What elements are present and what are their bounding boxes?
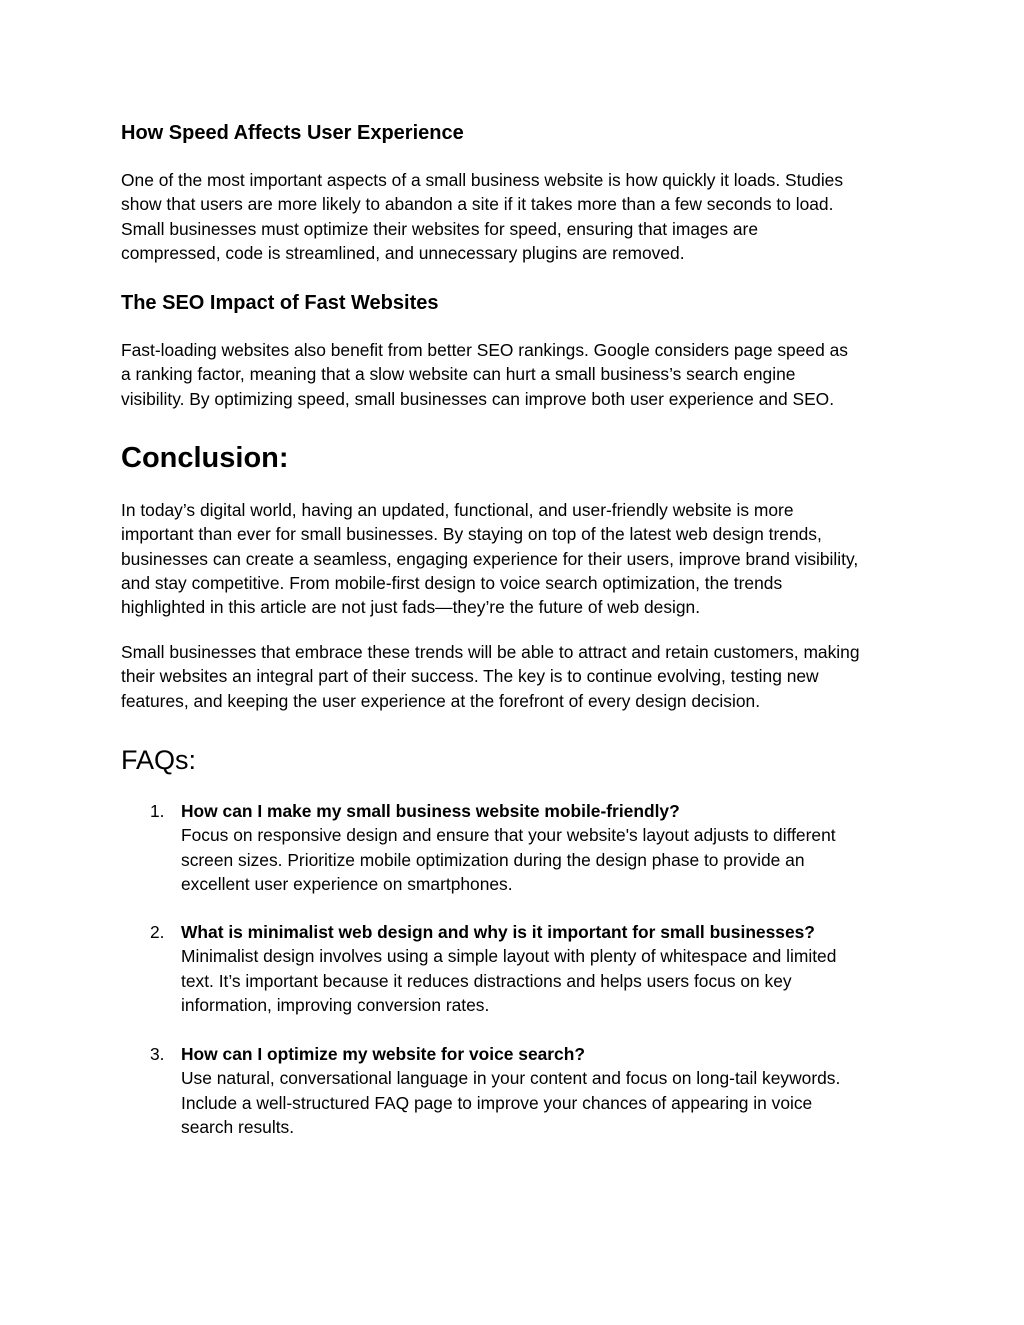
text-line: and stay competitive. From mobile-first design to voice search optimization, the trends	[121, 572, 783, 593]
text-line: a ranking factor, meaning that a slow website can hurt a small business’s search engine	[121, 364, 796, 385]
text-line: businesses can create a seamless, engaging experience for their users, improve brand visibility,	[121, 548, 859, 569]
text-line: their websites an integral part of their success. The key is to continue evolving, testing new	[121, 666, 819, 687]
faq-number: 2.	[150, 922, 165, 942]
paragraph-seo-impact	[121, 338, 906, 411]
heading-conclusion: Conclusion:	[121, 442, 289, 474]
paragraph-conclusion-2	[121, 640, 906, 713]
paragraph-speed-ux	[121, 168, 906, 265]
faq-body	[181, 799, 906, 896]
faq-number: 3.	[150, 1044, 165, 1064]
faq-answer-line: information, improving conversion rates.	[181, 994, 490, 1015]
text-line: compressed, code is streamlined, and unnecessary plugins are removed.	[121, 242, 685, 263]
faq-answer-line: Focus on responsive design and ensure that your website's layout adjusts to different	[181, 825, 836, 846]
faq-question: How can I make my small business website mobile-friendly?	[181, 801, 680, 821]
faq-answer-line: Use natural, conversational language in your content and focus on long-tail keywords.	[181, 1068, 841, 1089]
text-line: visibility. By optimizing speed, small businesses can improve both user experience and SEO.	[121, 388, 835, 409]
text-line: Fast-loading websites also benefit from better SEO rankings. Google considers page speed as	[121, 340, 848, 360]
faq-answer-line: Minimalist design involves using a simple layout with plenty of whitespace and limited	[181, 946, 837, 967]
text-line: important than ever for small businesses. By staying on top of the latest web design trends,	[121, 524, 822, 545]
faq-question: What is minimalist web design and why is it important for small businesses?	[181, 922, 815, 942]
faq-answer-line: text. It’s important because it reduces distractions and helps users focus on key	[181, 970, 792, 991]
heading-seo-impact: The SEO Impact of Fast Websites	[121, 292, 439, 314]
faq-question: How can I optimize my website for voice search?	[181, 1044, 585, 1064]
text-line: highlighted in this article are not just fads—they’re the future of web design.	[121, 597, 701, 618]
faq-answer-line: Include a well-structured FAQ page to improve your chances of appearing in voice	[181, 1092, 813, 1113]
heading-speed-ux: How Speed Affects User Experience	[121, 122, 464, 144]
text-line: Small businesses must optimize their websites for speed, ensuring that images are	[121, 218, 758, 239]
text-line: Small businesses that embrace these trends will be able to attract and retain customers, making	[121, 642, 860, 662]
text-line: One of the most important aspects of a small business website is how quickly it loads. Studies	[121, 170, 844, 190]
faq-answer-line: excellent user experience on smartphones.	[181, 873, 513, 894]
faq-answer-line: screen sizes. Prioritize mobile optimization during the design phase to provide an	[181, 849, 805, 870]
faq-body	[181, 920, 906, 1017]
paragraph-conclusion-1	[121, 498, 906, 619]
text-line: features, and keeping the user experience at the forefront of every design decision.	[121, 690, 761, 711]
faq-body	[181, 1042, 906, 1139]
faq-number: 1.	[150, 801, 165, 821]
heading-faqs: FAQs:	[121, 745, 197, 775]
text-line: show that users are more likely to abandon a site if it takes more than a few seconds to load.	[121, 194, 834, 215]
text-line: In today’s digital world, having an updated, functional, and user-friendly website is more	[121, 500, 794, 520]
faq-answer-line: search results.	[181, 1116, 295, 1137]
